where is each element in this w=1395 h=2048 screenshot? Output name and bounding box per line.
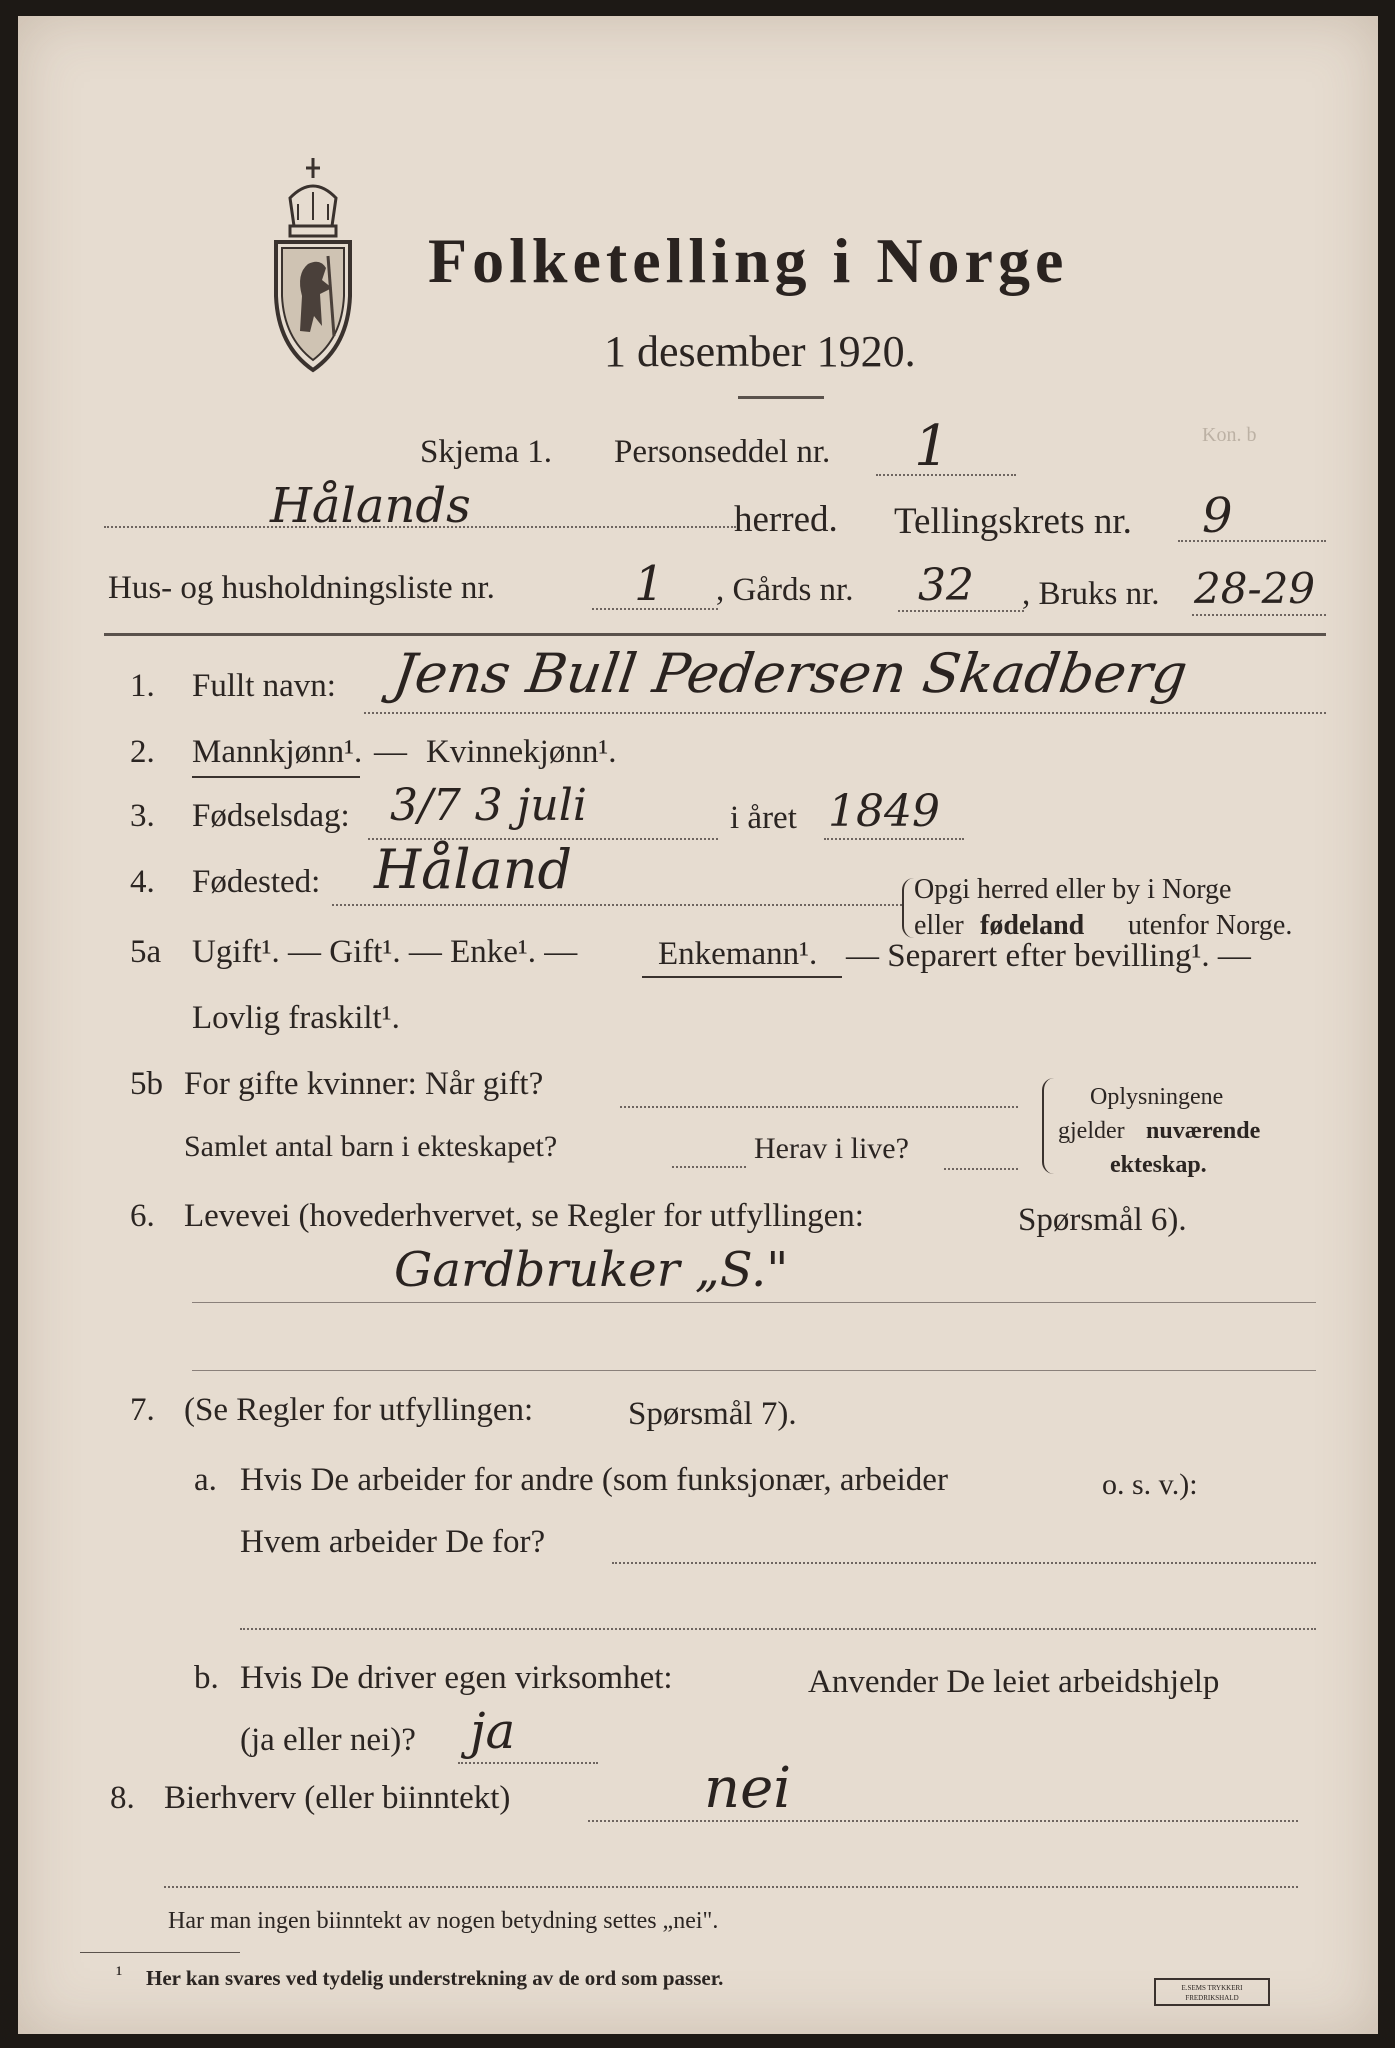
q2-separator: — [374, 734, 407, 770]
q6-label: Levevei (hovederhvervet, se Regler for utfyllingen: [184, 1198, 864, 1234]
q7b-question: (ja eller nei)? [240, 1722, 416, 1758]
q8-value: nei [704, 1756, 792, 1821]
herred-value: Hålands [270, 478, 471, 534]
q3-number: 3. [130, 798, 155, 834]
q7-number: 7. [130, 1392, 155, 1428]
census-form-page [18, 16, 1378, 2034]
q4-brace [902, 878, 914, 938]
q5b-line1-dots [620, 1106, 1018, 1108]
skjema-label: Skjema 1. [420, 434, 552, 470]
herred-label: herred. [734, 499, 838, 540]
q7b-value: ja [470, 1702, 516, 1760]
q5b-line1: For gifte kvinner: Når gift? [184, 1066, 544, 1102]
q6-line1 [192, 1302, 1316, 1303]
q3-value: 3/7 3 juli [390, 780, 587, 831]
personseddel-label: Personseddel nr. [614, 434, 831, 470]
husliste-value: 1 [634, 556, 665, 612]
q5b-number: 5b [130, 1066, 163, 1102]
q3-label: Fødselsdag: [192, 798, 350, 834]
tellingskrets-value: 9 [1202, 488, 1233, 544]
census-date: 1 desember 1920. [604, 327, 916, 376]
q5b-line2b: Herav i live? [754, 1132, 909, 1165]
q8-number: 8. [110, 1780, 135, 1816]
gards-value: 32 [918, 560, 974, 611]
bruks-value: 28-29 [1194, 564, 1316, 613]
q7a-question: Hvem arbeider De for? [240, 1524, 546, 1560]
husliste-label: Hus- og husholdningsliste nr. [108, 570, 495, 606]
q7-label-end: Spørsmål 7). [628, 1396, 797, 1432]
q6-label-end: Spørsmål 6). [1018, 1202, 1187, 1238]
q5a-number: 5a [130, 934, 162, 970]
q5b-line2-dots [672, 1166, 746, 1168]
q7b-letter: b. [194, 1660, 219, 1696]
q5a-text-a: Ugift¹. — Gift¹. — Enke¹. — [192, 934, 578, 970]
footnote-rule [80, 1952, 240, 1953]
q1-value: Jens Bull Pedersen Skadberg [389, 642, 1192, 705]
q2-male: Mannkjønn¹. [192, 734, 363, 770]
q6-value: Gardbruker „S." [394, 1242, 789, 1298]
q5a-enkemann-underline [642, 976, 842, 978]
q8-line2 [164, 1886, 1298, 1888]
printer-stamp [1154, 1978, 1270, 2006]
q7-label: (Se Regler for utfyllingen: [184, 1392, 534, 1428]
q5b-note2a: gjelder [1058, 1118, 1125, 1144]
corner-stamp: Kon. b [1202, 424, 1257, 446]
q7a-line1 [612, 1562, 1316, 1564]
q7b-text: Hvis De driver egen virksomhet: [240, 1660, 673, 1696]
q1-line [364, 712, 1326, 714]
footnote-mark: ¹ [116, 1962, 123, 1986]
q4-label: Fødested: [192, 864, 321, 900]
q6-line2 [192, 1370, 1316, 1371]
q1-label: Fullt navn: [192, 668, 336, 704]
q5b-note3: ekteskap. [1110, 1152, 1207, 1178]
q5b-note2b: nuværende [1146, 1118, 1261, 1144]
gards-label: , Gårds nr. [716, 572, 854, 608]
q4-value: Håland [374, 838, 573, 901]
tellingskrets-line [1178, 540, 1326, 542]
form-title: Folketelling i Norge [428, 225, 1069, 296]
q3-year-label: i året [730, 800, 797, 836]
q4-note-line2b: fødeland [980, 910, 1085, 941]
q5b-line2b-dots [944, 1168, 1018, 1170]
q7a-letter: a. [194, 1462, 217, 1498]
q3-year-line [824, 838, 964, 840]
q7a-text-end: o. s. v.): [1102, 1468, 1198, 1501]
bruks-line [1192, 614, 1326, 616]
printer-stamp-line1: E.SEMS TRYKKERI [1181, 1984, 1243, 1992]
q4-number: 4. [130, 864, 155, 900]
q3-year-value: 1849 [828, 786, 940, 837]
q7b-line [458, 1762, 598, 1764]
q2-number: 2. [130, 734, 155, 770]
q1-number: 1. [130, 668, 155, 704]
q5b-note1: Oplysningene [1090, 1084, 1224, 1110]
q4-line [332, 904, 902, 906]
q5a-enkemann: Enkemann¹. [658, 936, 818, 972]
biinntekt-note: Har man ingen biinntekt av nogen betydning settes „nei". [168, 1908, 719, 1934]
q5a-text-c: — Separert efter bevilling¹. — [846, 938, 1251, 974]
personseddel-value: 1 [914, 414, 950, 479]
q7b-text-end: Anvender De leiet arbeidshjelp [808, 1664, 1220, 1700]
q8-line [588, 1820, 1298, 1822]
q4-note-line1: Opgi herred eller by i Norge [914, 874, 1232, 905]
q5b-brace [1042, 1078, 1054, 1174]
tellingskrets-label: Tellingskrets nr. [894, 501, 1132, 542]
q5a-text-d: Lovlig fraskilt¹. [192, 1000, 400, 1036]
q7a-text: Hvis De arbeider for andre (som funksjonær, arbeider [240, 1462, 948, 1498]
q2-male-underline [192, 776, 360, 778]
q4-note-line2c: utenfor Norge. [1128, 910, 1293, 941]
header-rule [104, 633, 1326, 636]
q7a-line2 [240, 1628, 1316, 1630]
q8-label: Bierhverv (eller biinntekt) [164, 1780, 511, 1816]
title-rule [738, 396, 824, 399]
printer-stamp-line2: FREDRIKSHALD [1185, 1994, 1239, 2002]
q5b-line2: Samlet antal barn i ekteskapet? [184, 1130, 558, 1163]
bruks-label: , Bruks nr. [1022, 576, 1160, 612]
footnote-text: Her kan svares ved tydelig understrekning av de ord som passer. [146, 1966, 724, 1990]
q2-female: Kvinnekjønn¹. [426, 734, 617, 770]
q6-number: 6. [130, 1198, 155, 1234]
q4-note-line2a: eller [914, 910, 964, 941]
coat-of-arms-icon [270, 156, 356, 376]
